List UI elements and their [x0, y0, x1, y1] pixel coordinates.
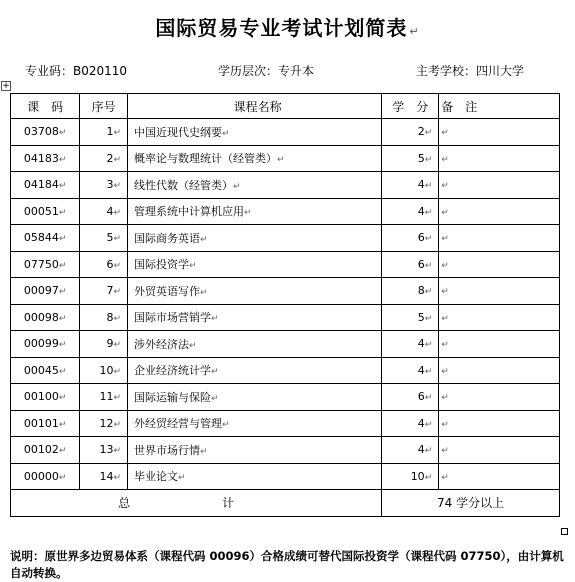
course-credit — [382, 437, 439, 464]
cell-mark-icon: ↵ — [58, 207, 67, 218]
course-credit — [382, 251, 439, 278]
course-seq-text: 3 — [106, 178, 114, 192]
cell-mark-icon: ↵ — [441, 260, 449, 271]
cell-mark-icon: ↵ — [58, 181, 67, 192]
course-code — [11, 437, 80, 464]
course-code-text: 00100 — [23, 390, 59, 404]
cell-mark-icon: ↵ — [200, 446, 208, 457]
course-note — [439, 145, 560, 172]
course-note — [439, 357, 560, 384]
course-note — [439, 225, 560, 252]
cell-mark-icon: ↵ — [233, 181, 241, 192]
header-code: 课 码 — [11, 94, 80, 119]
cell-mark-icon: ↵ — [441, 472, 449, 483]
cell-mark-icon: ↵ — [424, 446, 433, 457]
course-note — [439, 304, 560, 331]
course-code — [11, 145, 80, 172]
course-code-text: 00000 — [23, 469, 59, 483]
header-seq: 序号 — [80, 94, 128, 119]
course-seq — [80, 225, 128, 252]
course-seq — [80, 304, 128, 331]
course-seq — [80, 251, 128, 278]
course-credit — [382, 410, 439, 437]
course-code — [11, 357, 80, 384]
page-title: 国际贸易专业考试计划简表 ↵ — [155, 16, 420, 40]
cell-mark-icon: ↵ — [277, 155, 285, 166]
course-code — [11, 198, 80, 225]
cell-mark-icon: ↵ — [58, 366, 67, 377]
cell-mark-icon: ↵ — [441, 154, 449, 165]
cell-mark-icon: ↵ — [441, 446, 449, 457]
table-row — [11, 278, 560, 305]
cell-mark-icon: ↵ — [58, 340, 67, 351]
cell-mark-icon: ↵ — [113, 260, 122, 271]
course-credit — [382, 384, 439, 411]
course-code-text: 05844 — [23, 231, 59, 245]
cell-mark-icon: ↵ — [58, 446, 67, 457]
table-row — [11, 119, 560, 146]
table-move-handle-icon[interactable]: + — [2, 81, 10, 91]
course-note — [439, 119, 560, 146]
cell-mark-icon: ↵ — [424, 393, 433, 404]
cell-mark-icon: ↵ — [113, 234, 122, 245]
course-note — [439, 278, 560, 305]
course-credit — [382, 198, 439, 225]
course-name-text: 管理系统中计算机应用 — [134, 205, 245, 219]
paragraph-mark-icon: ↵ — [409, 25, 420, 38]
course-name — [128, 198, 382, 225]
cell-mark-icon: ↵ — [424, 154, 433, 165]
course-seq-text: 8 — [106, 310, 114, 324]
course-name — [128, 119, 382, 146]
course-code — [11, 119, 80, 146]
table-header-row — [11, 94, 560, 119]
cell-mark-icon: ↵ — [189, 340, 197, 351]
course-name-text: 毕业论文 — [134, 470, 179, 484]
course-code — [11, 304, 80, 331]
course-seq — [80, 119, 128, 146]
course-name — [128, 304, 382, 331]
cell-mark-icon: ↵ — [200, 234, 208, 245]
course-seq — [80, 278, 128, 305]
cell-mark-icon: ↵ — [113, 128, 122, 139]
course-note — [439, 251, 560, 278]
cell-mark-icon: ↵ — [211, 367, 219, 378]
course-note — [439, 463, 560, 490]
course-name — [128, 410, 382, 437]
course-name — [128, 172, 382, 199]
course-credit-text: 4 — [417, 363, 425, 377]
cell-mark-icon: ↵ — [424, 260, 433, 271]
course-name — [128, 225, 382, 252]
course-credit — [382, 119, 439, 146]
cell-mark-icon: ↵ — [211, 314, 219, 325]
course-seq-text: 14 — [99, 469, 114, 483]
cell-mark-icon: ↵ — [441, 181, 449, 192]
course-name — [128, 463, 382, 490]
course-seq-text: 13 — [99, 443, 114, 457]
course-seq — [80, 410, 128, 437]
course-credit-text: 4 — [417, 443, 425, 457]
cell-mark-icon: ↵ — [441, 128, 449, 139]
course-code — [11, 463, 80, 490]
course-code — [11, 251, 80, 278]
cell-mark-icon: ↵ — [113, 181, 122, 192]
course-credit — [382, 172, 439, 199]
course-name-text: 国际市场营销学 — [134, 311, 212, 325]
cell-mark-icon: ↵ — [244, 208, 252, 219]
course-name-text: 世界市场行情 — [134, 443, 201, 457]
table-row — [11, 198, 560, 225]
course-code — [11, 278, 80, 305]
cell-mark-icon: ↵ — [424, 128, 433, 139]
cell-mark-icon: ↵ — [58, 393, 67, 404]
table-row — [11, 331, 560, 358]
cell-mark-icon: ↵ — [424, 313, 433, 324]
course-seq — [80, 437, 128, 464]
cell-mark-icon: ↵ — [58, 154, 67, 165]
course-name-text: 线性代数（经管类） — [134, 178, 234, 192]
table-row — [11, 304, 560, 331]
table-row — [11, 172, 560, 199]
course-credit-text: 4 — [417, 416, 425, 430]
course-code — [11, 384, 80, 411]
course-code-text: 00102 — [23, 443, 59, 457]
table-row — [11, 463, 560, 490]
cell-mark-icon: ↵ — [113, 472, 122, 483]
course-seq — [80, 172, 128, 199]
course-credit-text: 4 — [417, 337, 425, 351]
table-row — [11, 225, 560, 252]
course-code-text: 00045 — [23, 363, 59, 377]
course-code-text: 07750 — [23, 257, 59, 271]
course-name-text: 外贸英语写作 — [134, 284, 201, 298]
cell-mark-icon: ↵ — [113, 419, 122, 430]
cell-mark-icon: ↵ — [441, 287, 449, 298]
header-note: 备 注 — [439, 94, 560, 119]
cell-mark-icon: ↵ — [424, 340, 433, 351]
cell-mark-icon: ↵ — [113, 446, 122, 457]
course-name — [128, 145, 382, 172]
course-name — [128, 331, 382, 358]
cell-mark-icon: ↵ — [113, 287, 122, 298]
cell-mark-icon: ↵ — [189, 261, 197, 272]
course-credit-text: 6 — [417, 390, 425, 404]
course-credit — [382, 145, 439, 172]
course-seq-text: 11 — [99, 390, 114, 404]
table-row — [11, 410, 560, 437]
course-seq-text: 6 — [106, 257, 114, 271]
cell-mark-icon: ↵ — [424, 419, 433, 430]
cell-mark-icon: ↵ — [58, 128, 67, 139]
cell-mark-icon: ↵ — [58, 313, 67, 324]
cell-mark-icon: ↵ — [58, 287, 67, 298]
course-note — [439, 331, 560, 358]
cell-mark-icon: ↵ — [424, 181, 433, 192]
cell-mark-icon: ↵ — [178, 473, 186, 484]
cell-mark-icon: ↵ — [211, 393, 219, 404]
course-seq — [80, 384, 128, 411]
course-seq — [80, 331, 128, 358]
course-code — [11, 172, 80, 199]
course-seq — [80, 145, 128, 172]
course-code-text: 04183 — [23, 151, 59, 165]
course-credit — [382, 304, 439, 331]
course-credit — [382, 225, 439, 252]
cell-mark-icon: ↵ — [200, 287, 208, 298]
course-credit-text: 5 — [417, 151, 425, 165]
course-code-text: 00098 — [23, 310, 59, 324]
cell-mark-icon: ↵ — [222, 128, 230, 139]
cell-mark-icon: ↵ — [113, 366, 122, 377]
cell-mark-icon: ↵ — [424, 366, 433, 377]
course-credit-text: 8 — [417, 284, 425, 298]
course-code — [11, 225, 80, 252]
course-name-text: 涉外经济法 — [134, 337, 190, 351]
course-note — [439, 384, 560, 411]
course-code-text: 00097 — [23, 284, 59, 298]
table-resize-handle-icon[interactable] — [561, 528, 568, 535]
footnote: 说明：原世界多边贸易体系（课程代码 00096）合格成绩可替代国际投资学（课程代码 07750），由计算机自动转换。 — [10, 549, 564, 580]
course-name-text: 外经贸经营与管理 — [134, 417, 223, 431]
cell-mark-icon: ↵ — [441, 419, 449, 430]
exam-school: 主考学校：四川大学 — [416, 64, 525, 78]
course-seq-text: 12 — [99, 416, 114, 430]
cell-mark-icon: ↵ — [113, 207, 122, 218]
table-row — [11, 251, 560, 278]
header-credit: 学 分 — [382, 94, 439, 119]
course-seq-text: 4 — [106, 204, 114, 218]
cell-mark-icon: ↵ — [424, 472, 433, 483]
course-table — [10, 93, 560, 517]
total-label: 总 计 — [11, 490, 382, 517]
table-row — [11, 384, 560, 411]
course-code-text: 00101 — [23, 416, 59, 430]
header-name: 课程名称 — [128, 94, 382, 119]
cell-mark-icon: ↵ — [441, 234, 449, 245]
course-code-text: 04184 — [23, 178, 59, 192]
course-credit — [382, 278, 439, 305]
education-level: 学历层次：专升本 — [218, 64, 315, 78]
course-credit-text: 4 — [417, 204, 425, 218]
course-name — [128, 437, 382, 464]
course-name-text: 国际投资学 — [134, 258, 190, 272]
cell-mark-icon: ↵ — [113, 313, 122, 324]
total-value: 74 学分以上 — [382, 490, 560, 517]
cell-mark-icon: ↵ — [424, 207, 433, 218]
cell-mark-icon: ↵ — [441, 313, 449, 324]
cell-mark-icon: ↵ — [58, 260, 67, 271]
cell-mark-icon: ↵ — [424, 234, 433, 245]
cell-mark-icon: ↵ — [441, 340, 449, 351]
course-seq-text: 7 — [106, 284, 114, 298]
cell-mark-icon: ↵ — [58, 472, 67, 483]
cell-mark-icon: ↵ — [441, 393, 449, 404]
cell-mark-icon: ↵ — [58, 234, 67, 245]
course-name — [128, 384, 382, 411]
total-row — [11, 490, 560, 517]
course-note — [439, 172, 560, 199]
course-code — [11, 331, 80, 358]
course-credit-text: 6 — [417, 257, 425, 271]
course-seq-text: 2 — [106, 151, 114, 165]
course-name — [128, 251, 382, 278]
course-note — [439, 410, 560, 437]
cell-mark-icon: ↵ — [441, 366, 449, 377]
table-row — [11, 357, 560, 384]
course-credit-text: 10 — [410, 469, 425, 483]
course-seq — [80, 357, 128, 384]
course-seq-text: 9 — [106, 337, 114, 351]
course-name-text: 中国近现代史纲要 — [134, 125, 223, 139]
course-name-text: 国际运输与保险 — [134, 390, 212, 404]
major-code: 专业码：B020110 — [25, 64, 128, 78]
course-seq-text: 1 — [106, 125, 114, 139]
course-name-text: 概率论与数理统计（经管类） — [134, 152, 278, 166]
cell-mark-icon: ↵ — [441, 207, 449, 218]
course-seq-text: 10 — [99, 363, 114, 377]
course-name-text: 企业经济统计学 — [134, 364, 212, 378]
table-row — [11, 437, 560, 464]
course-credit — [382, 331, 439, 358]
cell-mark-icon: ↵ — [113, 154, 122, 165]
course-credit-text: 5 — [417, 310, 425, 324]
course-credit-text: 2 — [417, 125, 425, 139]
course-code — [11, 410, 80, 437]
course-name — [128, 357, 382, 384]
cell-mark-icon: ↵ — [222, 420, 230, 431]
course-credit-text: 4 — [417, 178, 425, 192]
course-code-text: 00051 — [23, 204, 59, 218]
course-code-text: 03708 — [23, 125, 59, 139]
course-code-text: 00099 — [23, 337, 59, 351]
table-row — [11, 145, 560, 172]
course-credit — [382, 357, 439, 384]
course-note — [439, 198, 560, 225]
course-credit-text: 6 — [417, 231, 425, 245]
cell-mark-icon: ↵ — [113, 393, 122, 404]
course-seq — [80, 463, 128, 490]
course-name — [128, 278, 382, 305]
course-note — [439, 437, 560, 464]
cell-mark-icon: ↵ — [58, 419, 67, 430]
cell-mark-icon: ↵ — [424, 287, 433, 298]
course-seq-text: 5 — [106, 231, 114, 245]
course-seq — [80, 198, 128, 225]
cell-mark-icon: ↵ — [113, 340, 122, 351]
course-name-text: 国际商务英语 — [134, 231, 201, 245]
course-credit — [382, 463, 439, 490]
